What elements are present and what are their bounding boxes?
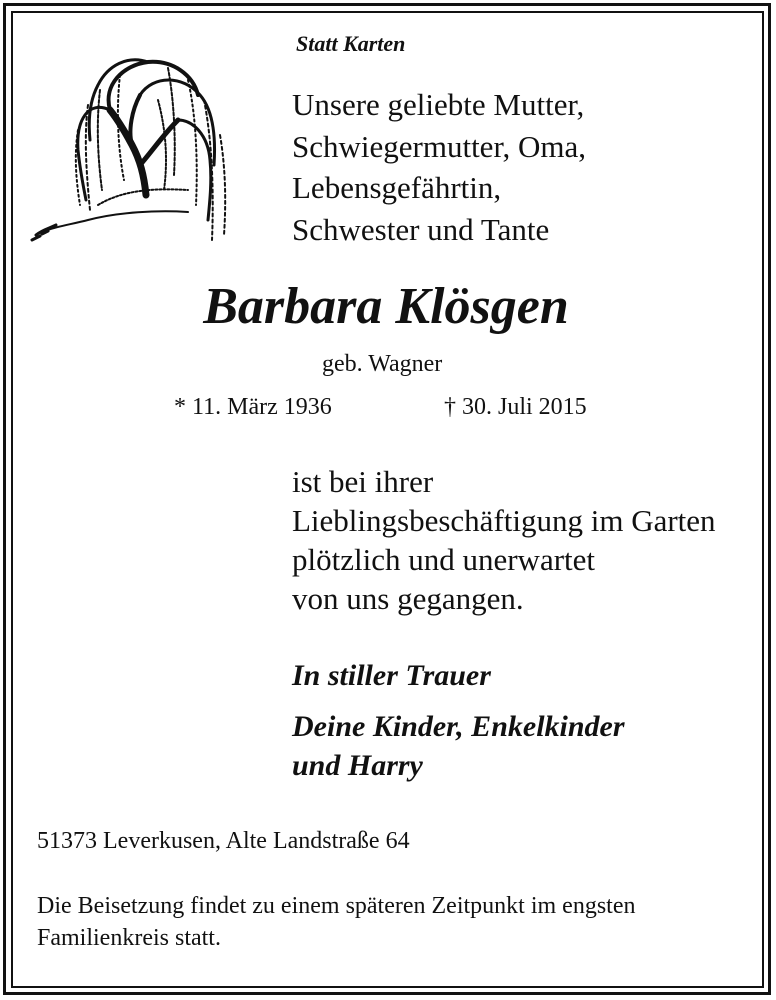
statt-karten-heading: Statt Karten — [296, 31, 406, 56]
deceased-name: Barbara Klösgen — [203, 278, 569, 335]
family-signature — [292, 707, 625, 785]
birth-date: * 11. März 1936 — [174, 394, 332, 420]
family-line: Deine Kinder, Enkelkinder — [292, 710, 625, 743]
mourning-heading: In stiller Trauer — [292, 659, 491, 692]
burial-notice — [37, 890, 636, 954]
intro-line: Unsere geliebte Mutter, — [292, 87, 585, 122]
death-date: † 30. Juli 2015 — [444, 394, 587, 420]
notice-line: Familienkreis statt. — [37, 925, 221, 951]
family-line: und Harry — [292, 749, 423, 782]
intro-line: Schwiegermutter, Oma, — [292, 128, 587, 164]
address: 51373 Leverkusen, Alte Landstraße 64 — [37, 828, 410, 854]
weeping-willow-icon — [28, 40, 240, 245]
maiden-name: geb. Wagner — [322, 351, 443, 377]
message-line: von uns gegangen. — [292, 581, 524, 616]
message-text — [292, 462, 716, 618]
message-line: ist bei ihrer — [292, 464, 434, 499]
message-line: plötzlich und unerwartet — [292, 542, 596, 577]
intro-line: Lebensgefährtin, — [292, 170, 502, 205]
message-line: Lieblingsbeschäftigung im Garten — [292, 503, 716, 538]
deceased-name-block — [0, 277, 776, 336]
notice-line: Die Beisetzung findet zu einem späteren Zeitpunkt im engsten — [37, 893, 636, 919]
intro-line: Schwester und Tante — [292, 211, 550, 247]
intro-text — [292, 84, 586, 250]
